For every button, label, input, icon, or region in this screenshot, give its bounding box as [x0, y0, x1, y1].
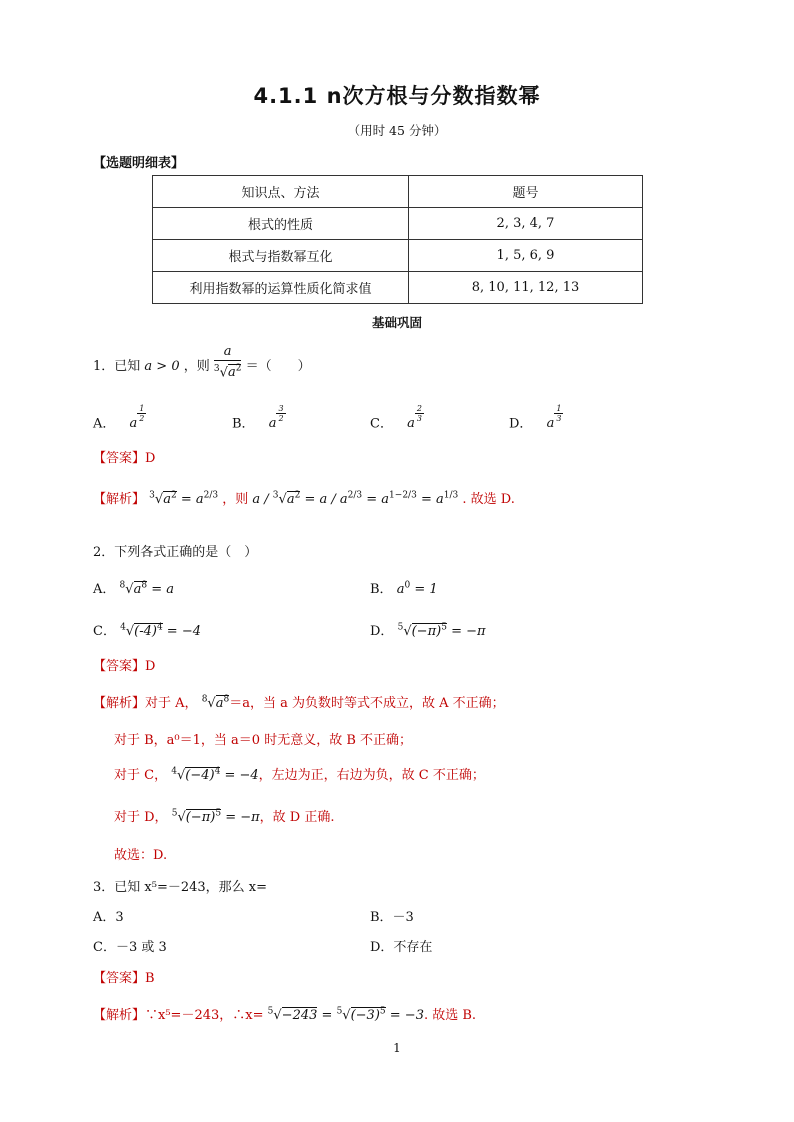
- q2-option-c: C． $^4√(-4)^4 = -4$: [93, 622, 201, 639]
- q1-d-exp-den: 3: [556, 414, 562, 423]
- q3-analysis-a: ∵x⁵=－243，∴x=: [145, 1008, 264, 1023]
- q2-option-d-label: D．: [370, 624, 394, 639]
- q1-option-d: D． a $^{\frac{1}{3}}$: [509, 404, 562, 432]
- q1-analysis-mid: ，则: [222, 492, 249, 507]
- q3-answer: 【答案】B: [93, 971, 155, 986]
- table-header-cell: 题号: [409, 176, 643, 208]
- q2-option-d: D． $^5√(-\pi)^5 = -\pi$: [370, 622, 486, 639]
- q2-analysis-line-1: 【解析】对于 A， $^8√a^8=a$，当 a 为负数时等式不成立，故 A 不正确；: [93, 694, 505, 711]
- q1-fraction-numerator: a: [214, 344, 242, 361]
- q1-suffix: ＝（ ）: [245, 359, 311, 375]
- q1-den-base: a: [227, 365, 236, 381]
- q2-option-b-label: B．: [370, 582, 393, 597]
- q3-option-a: A．3: [93, 910, 124, 925]
- table-cell: 利用指数幂的运算性质化简求值: [153, 272, 409, 304]
- q2-line4-a: 对于 D，: [114, 810, 168, 825]
- q2-line1-a: 对于 A，: [145, 696, 198, 711]
- section-title: 基础巩固: [371, 315, 422, 330]
- q2-analysis-label: 【解析】: [93, 696, 146, 711]
- q2-analysis-line-3: 对于 C， $^4√(-4)^4 = -4$，左边为正，右边为负，故 C 不正确；: [114, 766, 485, 783]
- q1-d-exp-num: 1: [556, 404, 562, 413]
- q1-analysis-end: . 故选 D.: [462, 492, 515, 507]
- table-cell: 根式的性质: [153, 208, 409, 240]
- q1-answer: 【答案】D: [93, 451, 156, 466]
- q3-option-c: C．－3 或 3: [93, 940, 167, 955]
- q2-line1-b: ＝a，当 a 为负数时等式不成立，故 A 不正确；: [229, 696, 505, 711]
- q1-b-exp-num: 3: [278, 404, 284, 413]
- q2-option-c-label: C．: [93, 624, 116, 639]
- q1-option-a-label: A．: [93, 416, 116, 432]
- q1-option-d-label: D．: [509, 416, 533, 432]
- page-number: 1: [393, 1041, 401, 1055]
- q1-condition: a > 0: [144, 359, 180, 375]
- q1-a-exp-den: 2: [139, 414, 145, 423]
- table-cell: 2, 3, 4, 7: [409, 208, 643, 240]
- table-row: [153, 272, 643, 304]
- q2-analysis-line-5: 故选：D.: [114, 848, 168, 863]
- q2-option-a: A． $^8√a^8 = a$: [93, 580, 174, 597]
- q2-analysis-line-4: 对于 D， $^5√(-\pi)^5 = -\pi$，故 D 正确.: [114, 808, 335, 825]
- table-cell: 根式与指数幂互化: [153, 240, 409, 272]
- q1-option-c: C． a $^{\frac{2}{3}}$: [370, 404, 422, 432]
- table-header-cell: 知识点、方法: [153, 176, 409, 208]
- q2-line4-b: ，故 D 正确.: [259, 810, 335, 825]
- question-2-stem: 2．下列各式正确的是（ ）: [93, 545, 258, 560]
- q1-analysis-label: 【解析】: [93, 492, 146, 507]
- table-row: [153, 240, 643, 272]
- time-note: （用时 45 分钟）: [347, 123, 447, 138]
- q3-option-b: B．－3: [370, 910, 414, 925]
- page-title: 4.1.1 n次方根与分数指数幂: [253, 84, 541, 108]
- q3-analysis-b: . 故选 B.: [423, 1008, 477, 1023]
- table-cell: 1, 5, 6, 9: [409, 240, 643, 272]
- q2-line3-a: 对于 C，: [114, 768, 168, 783]
- q1-option-b-label: B．: [232, 416, 255, 432]
- table-header-row: [153, 176, 643, 208]
- q1-b-exp-den: 2: [278, 414, 284, 423]
- table-cell: 8, 10, 11, 12, 13: [409, 272, 643, 304]
- q1-option-a: A． a $^{\frac{1}{2}}$: [93, 404, 145, 432]
- q1-fraction: [214, 344, 242, 381]
- q1-option-c-label: C．: [370, 416, 393, 432]
- q3-analysis-label: 【解析】: [93, 1008, 146, 1023]
- table-row: [153, 208, 643, 240]
- q1-mid: ，则: [183, 359, 210, 375]
- question-3-stem: 3．已知 x⁵=－243，那么 x=: [93, 880, 268, 895]
- q1-prefix: 1．已知: [93, 359, 141, 375]
- question-1-stem: [93, 344, 311, 388]
- q1-c-exp-den: 3: [416, 414, 422, 423]
- q3-option-d: D．不存在: [370, 940, 433, 955]
- q1-option-b: B． a $^{\frac{3}{2}}$: [232, 404, 284, 432]
- q2-analysis-line-2: 对于 B，a⁰＝1，当 a＝0 时无意义，故 B 不正确；: [114, 733, 413, 748]
- q1-analysis: 【解析】 $^3√a^2 = a^{2/3}$ ，则 $a / ^3√a^2 = a / a^{2/3} = a^{1-2/3} = a^{1/3}$ . 故选 D.: [93, 490, 515, 507]
- topic-table: [152, 175, 643, 304]
- q1-a-exp-num: 1: [139, 404, 145, 413]
- q2-answer: 【答案】D: [93, 659, 156, 674]
- table-heading: 【选题明细表】: [93, 156, 185, 171]
- q2-option-a-label: A．: [93, 582, 116, 597]
- q2-option-b: B． $a^0 = 1$: [370, 580, 438, 597]
- q2-line3-b: ，左边为正，右边为负，故 C 不正确；: [258, 768, 485, 783]
- q1-c-exp-num: 2: [416, 404, 422, 413]
- q3-analysis: 【解析】∵x⁵=－243，∴x= $^5√-243 = ^5√(-3)^5 = -3$. 故选 B.: [93, 1006, 477, 1023]
- q1-fraction-denominator: $^3√a^2$: [213, 364, 242, 381]
